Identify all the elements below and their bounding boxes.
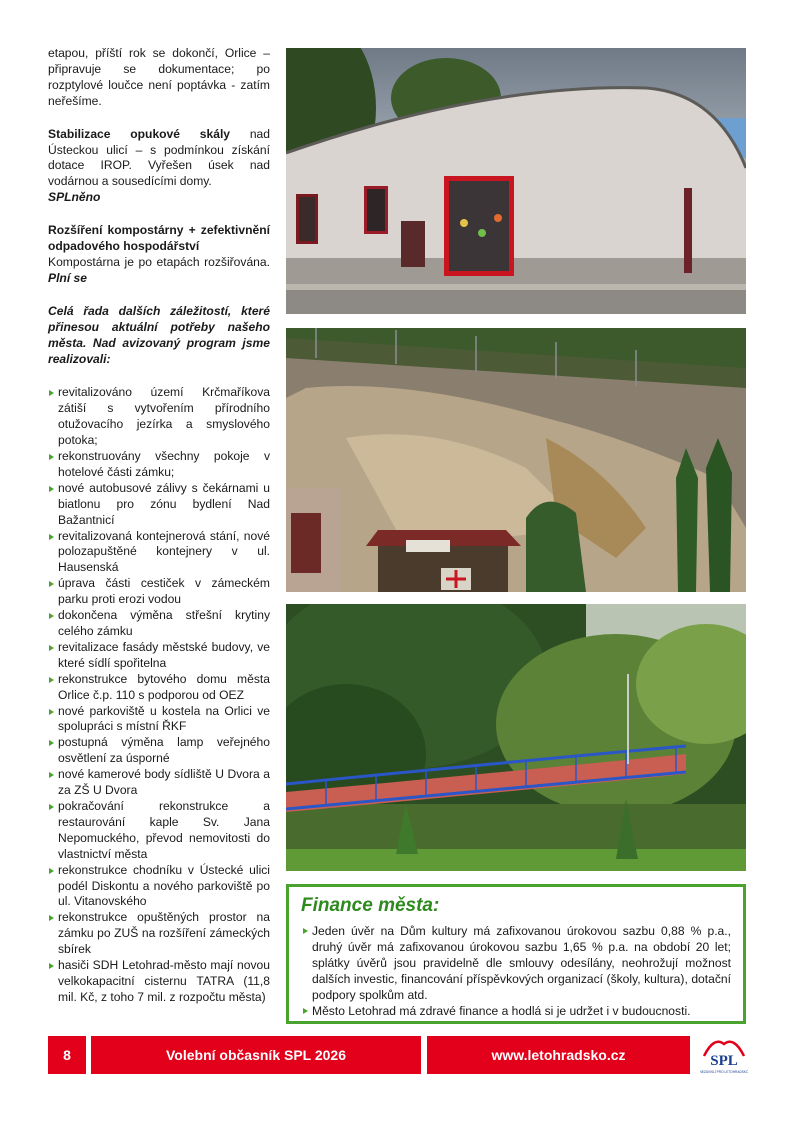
achievements-list xyxy=(48,385,270,1005)
summary-paragraph: Celá řada dalších záležitostí, které přinesou aktuální potřeby našeho města. Nad avizovaný program jsme realizovali: xyxy=(48,303,270,366)
bridge-photo xyxy=(286,604,746,871)
compost-status: Plní se xyxy=(48,270,87,285)
list-item: rekonstrukce bytového domu města Orlice č.p. 110 s podporou od OEZ xyxy=(48,672,270,704)
svg-text:NEZÁVISLÍ PRO LETOHRADSKO: NEZÁVISLÍ PRO LETOHRADSKO xyxy=(700,1070,748,1074)
list-item: rekonstruovány všechny pokoje v hotelové části zámku; xyxy=(48,449,270,481)
list-item: nové parkoviště u kostela na Orlici ve spolupráci s místní ŘKF xyxy=(48,704,270,736)
footer-website-link[interactable]: www.letohradsko.cz xyxy=(427,1036,690,1074)
compost-paragraph xyxy=(48,223,270,287)
building-photo xyxy=(286,48,746,314)
list-item: nové autobusové zálivy s čekárnami u biatlonu pro zónu bydlení Nad Bažantnicí xyxy=(48,481,270,529)
list-item: úprava části cestiček v zámeckém parku proti erozi vodou xyxy=(48,576,270,608)
list-item: revitalizace fasády městské budovy, ve které sídlí spořitelna xyxy=(48,640,270,672)
stabilization-title: Stabilizace opukové skály xyxy=(48,126,231,141)
svg-text:SPL: SPL xyxy=(710,1053,738,1069)
list-item: rekonstrukce opuštěných prostor na zámku po ZUŠ na rozšíření zámeckých sbírek xyxy=(48,910,270,958)
stabilization-paragraph xyxy=(48,127,270,207)
stabilization-status: SPLněno xyxy=(48,190,101,205)
list-item: rekonstrukce chodníku v Ústecké ulici podél Diskontu a nového parkoviště po ul. Vitanovského xyxy=(48,863,270,911)
footer-title: Volební občasník SPL 2026 xyxy=(91,1036,421,1074)
rock-wall-photo xyxy=(286,328,746,592)
list-item: dokončena výměna střešní krytiny celého zámku xyxy=(48,608,270,640)
list-item: revitalizováno území Krčmaříkova zátiší s vytvořením přírodního otužovacího jezírka a smyslového potoka; xyxy=(48,385,270,449)
compost-text: Kompostárna je po etapách rozšiřována. xyxy=(48,254,270,269)
finance-item: Jeden úvěr na Dům kultury má zafixovanou úrokovou sazbu 0,88 % p.a., druhý úvěr má zafixovanou úrokovou sazbu 1,65 % p.a. na období 20 let; splátky úvěrů jsou pravidelně dle smlouvy odesílány, neohrožují možnost dalších investic, financování příspěvkových organizací (školy, kultura), dotační podpory spolkům atd. xyxy=(303,923,731,1003)
finance-list xyxy=(303,923,731,1019)
left-column xyxy=(48,46,270,1006)
list-item: postupná výměna lamp veřejného osvětlení za úsporné xyxy=(48,735,270,767)
finance-box xyxy=(286,884,746,1024)
compost-title: Rozšíření kompostárny + zefektivnění odpadového hospodářství xyxy=(48,223,270,254)
list-item: nové kamerové body sídliště U Dvora a za ZŠ U Dvora xyxy=(48,767,270,799)
finance-title: Finance města: xyxy=(301,895,440,916)
list-item: hasiči SDH Letohrad-město mají novou velkokapacitní cisternu TATRA (11,8 mil. Kč, z toho 7 mil. z rozpočtu města) xyxy=(48,958,270,1006)
spl-logo xyxy=(700,1034,748,1076)
page-number: 8 xyxy=(48,1036,86,1074)
intro-paragraph: etapou, příští rok se dokončí, Orlice – připravuje se dokumentace; po rozptylové loučce není poptávka - zatím neřešíme. xyxy=(48,46,270,108)
finance-item: Město Letohrad má zdravé finance a hodlá si je udržet i v budoucnosti. xyxy=(303,1003,731,1019)
stabilization-text: nad Ústeckou ulicí – s podmínkou získání dotace IROP. Vyřešen úsek nad vodárnou a sousedícími domy. xyxy=(48,126,270,189)
list-item: pokračování rekonstrukce a restaurování kaple Sv. Jana Nepomuckého, převod nemovitosti do vlastnictví města xyxy=(48,799,270,863)
list-item: revitalizovaná kontejnerová stání, nové polozapuštěné kontejnery v ul. Hausenská xyxy=(48,529,270,577)
